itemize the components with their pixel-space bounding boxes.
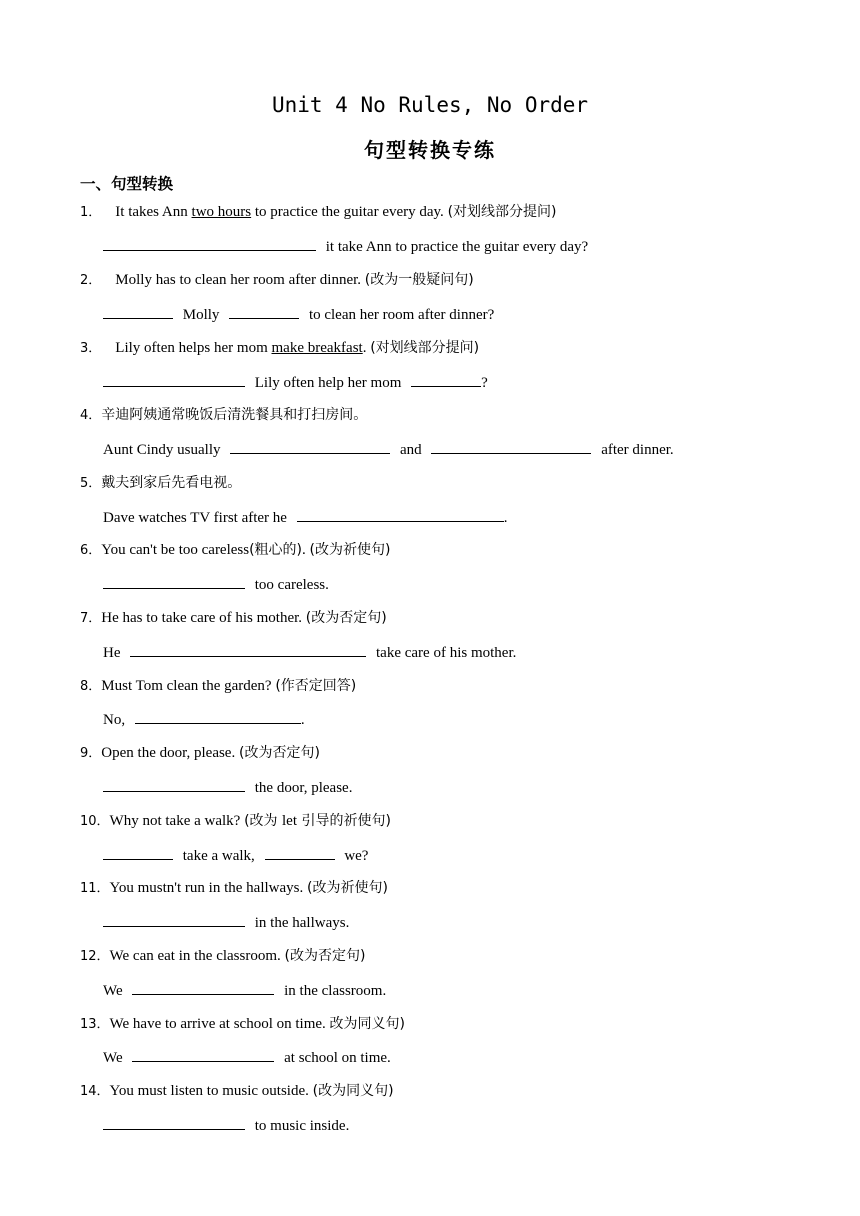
answer-text: Molly [182,307,220,323]
answer-text: Lily often help her mom [254,375,402,391]
question-number: 8． [80,679,102,694]
answer-text: take a walk, [182,848,255,864]
question-text: 戴夫到家后先看电视。 [101,475,242,491]
question-number: 7． [80,611,102,626]
question-9 [80,742,320,765]
instruction: (改为祈使句) [309,542,391,558]
question-number: 12． [80,949,110,964]
answer-text: Dave watches TV first after he [103,510,287,526]
question-number: 2． [80,273,102,288]
answer-blank[interactable] [229,303,299,319]
question-text-pre: It takes Ann [115,204,192,220]
answer-8 [103,708,305,731]
instruction: (改为否定句) [284,948,366,964]
answer-blank[interactable] [103,303,173,319]
answer-3 [103,371,488,394]
answer-14 [103,1114,349,1137]
instruction: (改为同义句) [312,1083,394,1099]
underlined-phrase: two hours [191,204,252,220]
question-text-post: . [302,542,310,558]
answer-11 [103,911,349,934]
answer-text: at school on time. [284,1050,391,1066]
answer-blank[interactable] [135,708,301,724]
question-13 [80,1013,405,1036]
answer-blank[interactable] [103,776,245,792]
question-number: 13． [80,1017,110,1032]
question-text-post: . [362,340,371,356]
question-number: 11． [80,881,110,896]
question-text: You mustn't run in the hallways. [109,880,307,896]
answer-9 [103,776,352,799]
answer-text: Aunt Cindy usually [103,442,221,458]
question-3 [80,337,479,360]
answer-text: to music inside. [254,1118,350,1134]
answer-blank[interactable] [103,844,173,860]
instruction: (改为一般疑问句) [364,272,474,288]
question-text: We have to arrive at school on time. [109,1016,330,1032]
answer-text: We [103,1050,123,1066]
answer-blank[interactable] [297,506,504,522]
page-title: Unit 4 No Rules, No Order [271,93,589,117]
instruction-post: 引导的祈使句) [297,813,391,829]
instruction: (对划线部分提问) [370,340,480,356]
answer-blank[interactable] [265,844,335,860]
answer-blank[interactable] [103,371,245,387]
question-number: 9． [80,746,102,761]
answer-text: ? [481,375,488,391]
question-1 [80,201,557,224]
answer-blank[interactable] [230,438,390,454]
question-number: 10． [80,814,110,829]
question-4 [80,404,367,427]
section-heading: 一、句型转换 [80,175,174,193]
answer-blank[interactable] [103,1114,245,1130]
answer-7 [103,641,516,664]
answer-blank[interactable] [132,1046,274,1062]
answer-text: to clean her room after dinner? [308,307,495,323]
question-gloss: (粗心的) [249,542,303,558]
answer-text: . [503,510,508,526]
question-text-post: to practice the guitar every day. [251,204,448,220]
answer-10 [103,844,368,867]
question-number: 5． [80,476,102,491]
instruction: 改为同义句) [329,1016,405,1032]
question-text: Must Tom clean the garden? [101,678,276,694]
instruction-keyword: let [282,813,297,829]
answer-text: We [103,983,123,999]
answer-text: take care of his mother. [376,645,517,661]
answer-text: He [103,645,121,661]
question-12 [80,945,365,968]
answer-5 [103,506,507,529]
question-number: 1． [80,205,102,220]
answer-text: and [400,442,422,458]
question-10 [80,810,391,833]
answer-blank[interactable] [411,371,481,387]
question-number: 3． [80,341,102,356]
question-number: 6． [80,543,102,558]
question-text: He has to take care of his mother. [101,610,306,626]
question-11 [80,877,388,900]
question-text: You must listen to music outside. [109,1083,313,1099]
underlined-phrase: make breakfast [271,340,363,356]
instruction-pre: (改为 [244,813,282,829]
question-5 [80,472,241,495]
answer-text: No, [103,712,126,728]
question-number: 4． [80,408,102,423]
answer-text: in the hallways. [254,915,350,931]
question-7 [80,607,387,630]
answer-4 [103,438,674,461]
answer-blank[interactable] [103,573,245,589]
instruction: (改为祈使句) [306,880,388,896]
question-text: Molly has to clean her room after dinner. [115,272,365,288]
question-2 [80,269,474,292]
question-number: 14． [80,1084,110,1099]
instruction: (对划线部分提问) [447,204,557,220]
answer-12 [103,979,386,1002]
answer-2 [103,303,494,326]
question-text-pre: Lily often helps her mom [115,340,272,356]
answer-blank[interactable] [431,438,591,454]
answer-text: we? [344,848,369,864]
question-text: Open the door, please. [101,745,239,761]
answer-text: too careless. [254,577,329,593]
answer-text: after dinner. [601,442,674,458]
answer-blank[interactable] [103,235,316,251]
question-text: We can eat in the classroom. [109,948,285,964]
instruction: (改为否定句) [238,745,320,761]
answer-blank[interactable] [132,979,274,995]
answer-blank[interactable] [130,641,366,657]
answer-6 [103,573,329,596]
question-14 [80,1080,394,1103]
instruction: (改为否定句) [305,610,387,626]
page-subtitle: 句型转换专练 [364,138,496,162]
question-6 [80,539,390,562]
question-8 [80,675,356,698]
answer-text: . [300,712,305,728]
answer-13 [103,1046,391,1069]
instruction: (作否定回答) [275,678,357,694]
answer-blank[interactable] [103,911,245,927]
question-text: 辛迪阿姨通常晚饭后清洗餐具和打扫房间。 [101,407,368,423]
answer-text: in the classroom. [284,983,387,999]
answer-text: the door, please. [254,780,353,796]
answer-text: it take Ann to practice the guitar every day? [325,239,589,255]
question-text: Why not take a walk? [109,813,245,829]
question-text-pre: You can't be too careless [101,542,250,558]
answer-1 [103,235,588,258]
